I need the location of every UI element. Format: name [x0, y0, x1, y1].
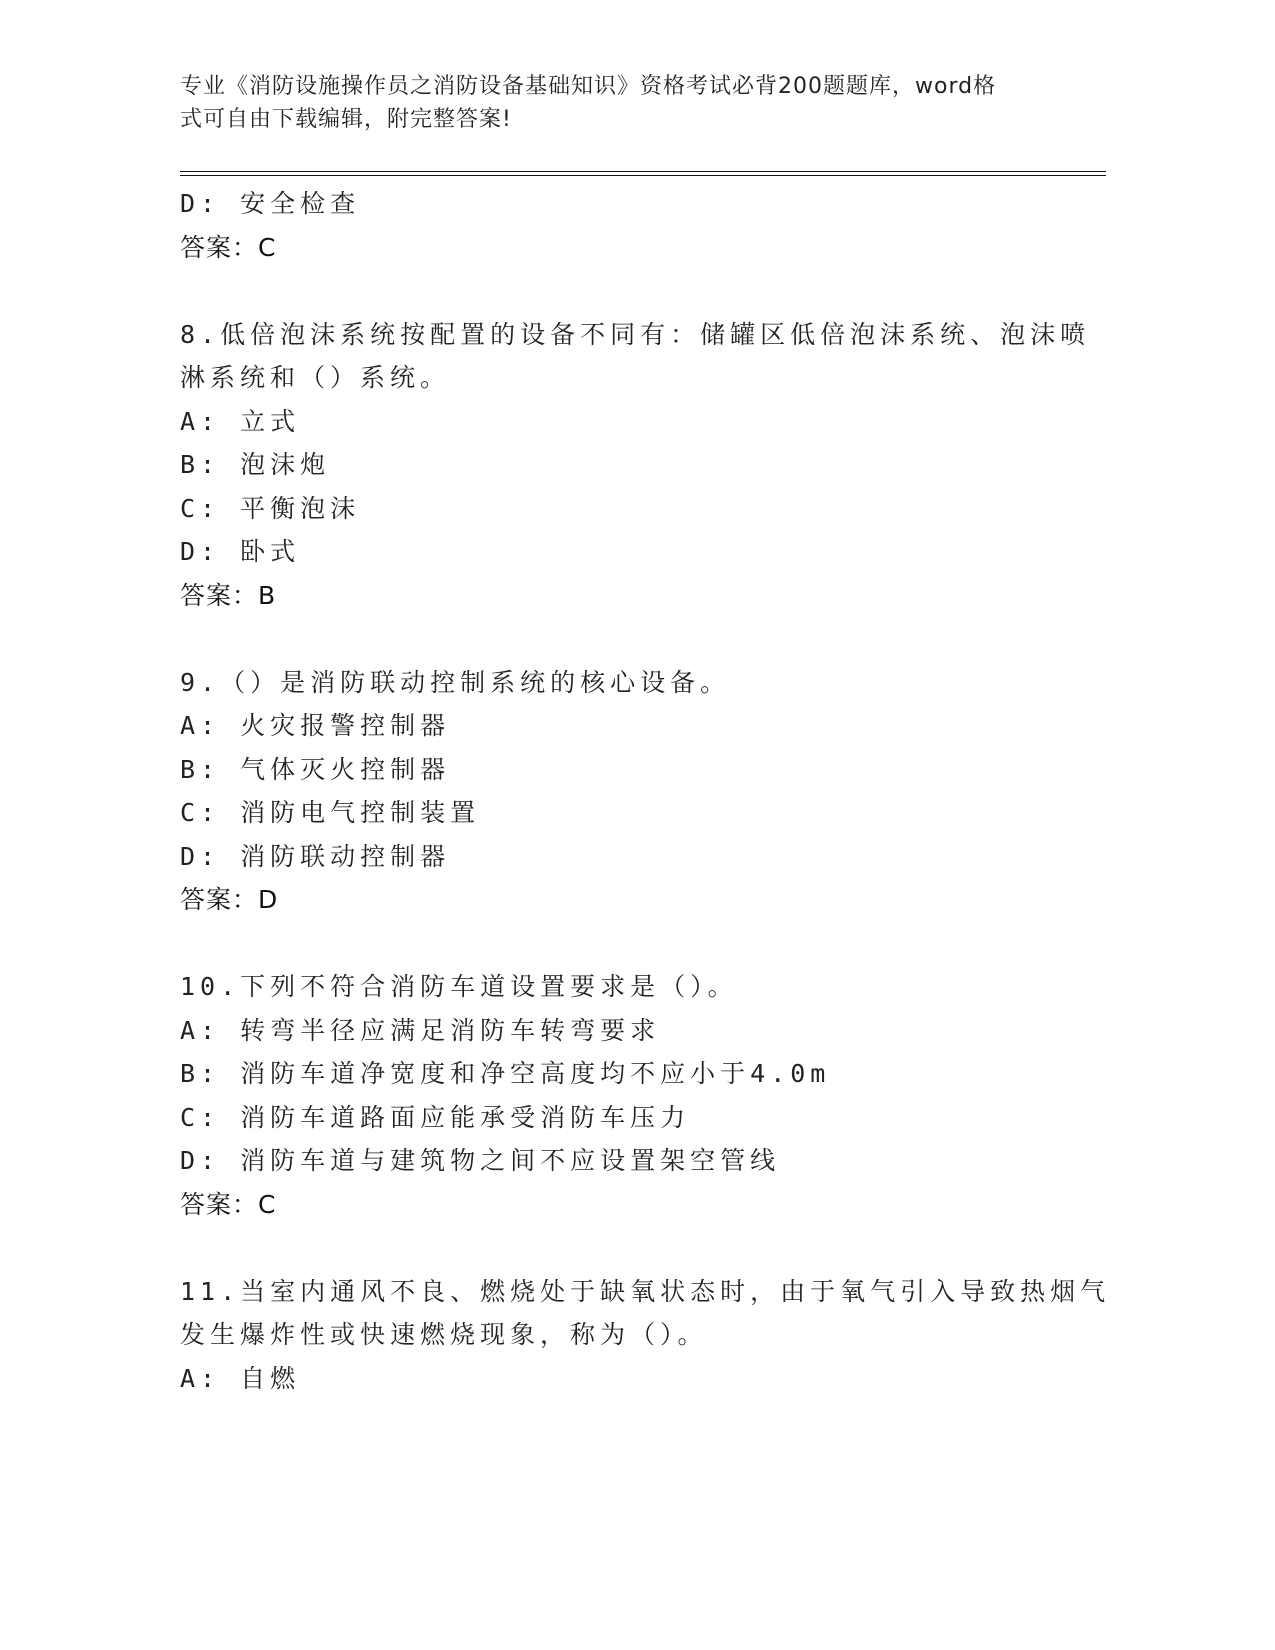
answer-line: 答案：C	[180, 232, 277, 262]
question-10	[180, 965, 1060, 1226]
spacer	[180, 269, 1060, 313]
header-line-1: 专业《消防设施操作员之消防设备基础知识》资格考试必背200题题库，word格	[180, 74, 997, 99]
option-c: C: 消防电气控制装置	[180, 798, 481, 827]
question-stem-line: 8.低倍泡沫系统按配置的设备不同有：储罐区低倍泡沫系统、泡沫喷	[180, 319, 1091, 349]
option-b: B: 气体灭火控制器	[180, 754, 451, 784]
option-b: B: 消防车道净宽度和净空高度均不应小于4.0m	[180, 1059, 831, 1088]
question-stem-line: 发生爆炸性或快速燃烧现象，称为（）。	[180, 1320, 708, 1349]
spacer	[180, 922, 1060, 966]
page-header	[180, 70, 1040, 136]
question-stem-line: 10.下列不符合消防车道设置要求是（）。	[180, 972, 738, 1001]
spacer	[180, 617, 1060, 661]
question-stem-line: 11.当室内通风不良、燃烧处于缺氧状态时，由于氧气引入导致热烟气	[180, 1276, 1111, 1306]
question-9	[180, 661, 1060, 922]
previous-question-tail	[180, 182, 1060, 269]
option-a: A: 转弯半径应满足消防车转弯要求	[180, 1015, 661, 1045]
option-c: C: 平衡泡沫	[180, 493, 361, 523]
option-d: D: 卧式	[180, 537, 301, 566]
question-content	[180, 182, 1111, 1400]
header-divider	[180, 171, 1106, 176]
question-stem-line: 9.（）是消防联动控制系统的核心设备。	[180, 667, 731, 697]
option-d: D: 消防车道与建筑物之间不应设置架空管线	[180, 1146, 781, 1175]
option-a: A: 自燃	[180, 1363, 301, 1393]
answer-line: 答案：C	[180, 1189, 277, 1219]
option-b: B: 泡沫炮	[180, 450, 331, 479]
option-d: D: 消防联动控制器	[180, 841, 451, 871]
answer-line: 答案：B	[180, 580, 277, 610]
header-line-2: 式可自由下载编辑，附完整答案!	[180, 107, 512, 132]
answer-line: 答案：D	[180, 885, 279, 914]
option-a: A: 立式	[180, 406, 301, 436]
spacer	[180, 1226, 1060, 1270]
option-d: D: 安全检查	[180, 189, 361, 218]
question-11	[180, 1270, 1111, 1401]
question-stem-line: 淋系统和（）系统。	[180, 363, 451, 392]
option-c: C: 消防车道路面应能承受消防车压力	[180, 1102, 691, 1132]
option-a: A: 火灾报警控制器	[180, 711, 451, 740]
question-8	[180, 313, 1091, 618]
